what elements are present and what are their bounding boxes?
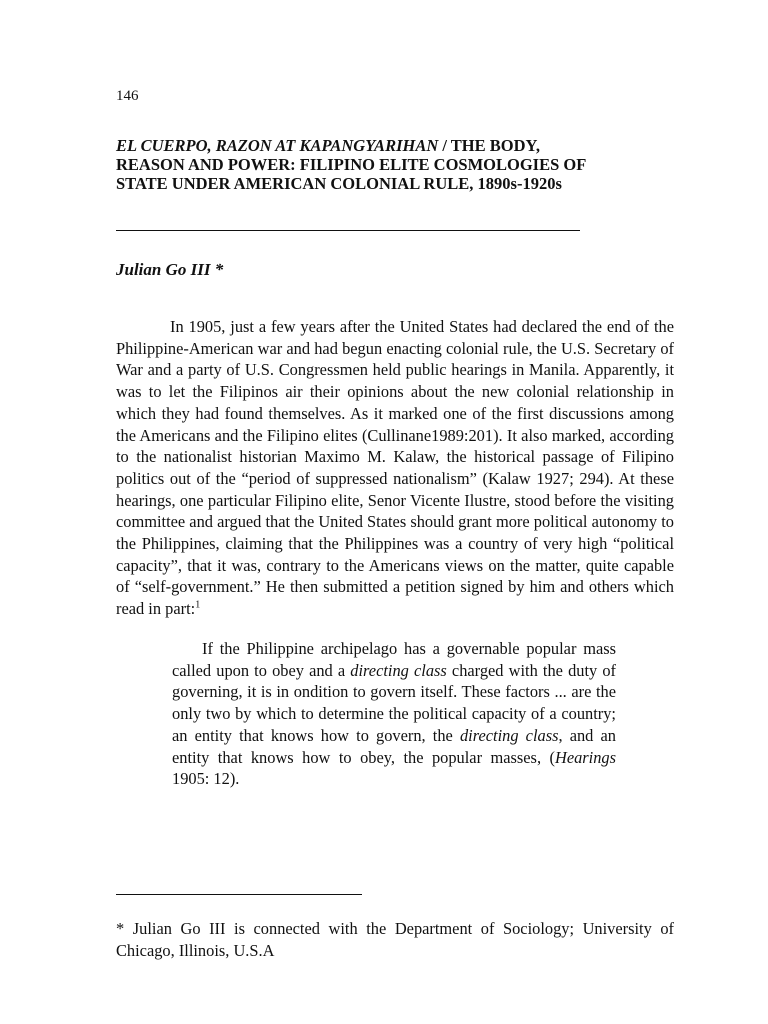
article-title: [116, 136, 596, 193]
author-name: Julian Go III *: [116, 260, 224, 279]
quote-italic-directing-class-2: directing class: [459, 725, 559, 745]
page-number: 146: [116, 88, 139, 104]
title-italic: EL CUERPO, RAZON AT KAPANGYARIHAN: [116, 136, 439, 155]
quote-italic-directing-class-1: directing class: [350, 660, 447, 680]
block-quote: [172, 638, 616, 790]
quote-text-e: , and an entity that knows how to obey, the popular masses, (: [172, 725, 616, 767]
title-rest: / THE BODY, REASON AND POWER: FILIPINO ELITE COSMOLOGIES OF STATE UNDER AMERICAN COLONIAL RULE, 1890s-1920s: [116, 136, 586, 193]
footnote-marker: 1: [195, 599, 201, 611]
body-paragraph-text: In 1905, just a few years after the United States had declared the end of the Philippine-American war and had begun enacting colonial rule, the U.S. Secretary of War and a party of U.S. Congressmen held public hearings in Manila. Apparently, it was to let the Filipinos air their opinions about the new colonial relationship in which they had found themselves. As it marked one of the first discussions among the Americans and the Filipino elites (Cullinane1989:201). It also marked, according to the nationalist historian Maximo M. Kalaw, the historical passage of Filipino politics out of the “period of suppressed nationalism” (Kalaw 1927; 294). At these hearings, one particular Filipino elite, Senor Vicente Ilustre, stood before the visiting committee and argued that the United States should grant more political autonomy to the Philippines, claiming that the Philippines was a country of very high “political capacity”, that it was, contrary to the Americans views on the matter, quite capable of “self-government.” He then submitted a petition signed by him and others which read in part:: [116, 317, 674, 619]
footnote: * Julian Go III is connected with the Department of Sociology; University of Chicago, Illinois, U.S.A: [116, 919, 674, 960]
body-paragraph: [116, 316, 674, 620]
quote-italic-hearings: Hearings: [554, 747, 616, 767]
quote-text-g: 1905: 12).: [172, 769, 240, 789]
quote-text-c: charged with the duty of governing, it is in ondition to govern itself. These factors ... are the only two by which to determine the political capacity of a country; an entity that knows how to govern, the: [172, 660, 616, 745]
quote-text-a: If the Philippine archipelago has a governable popular mass called upon to obey and a: [172, 639, 616, 680]
title-divider: [116, 230, 580, 231]
footnote-divider: [116, 894, 362, 895]
